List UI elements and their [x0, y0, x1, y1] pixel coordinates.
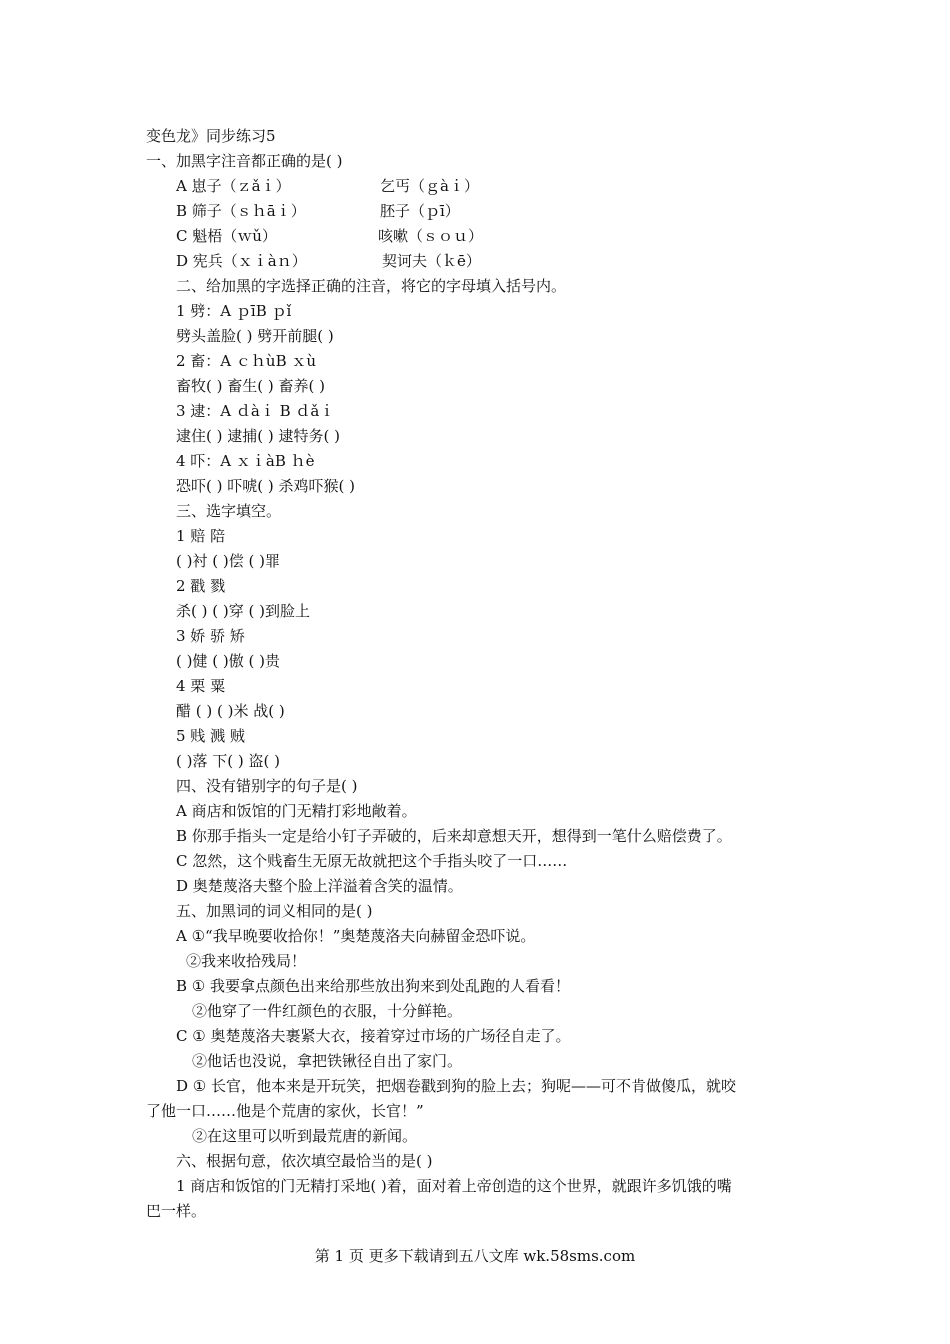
q5-option-c-1: C ① 奥楚蔑洛夫裹紧大衣，接着穿过市场的广场径自走了。 — [176, 1027, 571, 1045]
q5-option-a-2: ②我来收拾残局！ — [186, 952, 307, 970]
q4-option-b: B 你那手指头一定是给小钉子弄破的，后来却意想天开，想得到一笔什么赔偿费了。 — [176, 827, 732, 845]
q2-line: 3 逮：A ｄàｉ B ｄǎｉ — [176, 402, 335, 420]
q3-line: ( )落 下( ) 盗( ) — [176, 752, 280, 770]
q4-option-a: A 商店和饭馆的门无精打彩地敞着。 — [176, 802, 417, 820]
q3-line: 杀( ) ( )穿 ( )到脸上 — [176, 602, 310, 620]
q3-line: ( )健 ( )傲 ( )贵 — [176, 652, 280, 670]
q1-option-a: A 崽子（ｚǎｉ） — [176, 177, 291, 195]
q1-option-b-pair: 胚子（ｐī） — [380, 202, 460, 220]
q5-option-a-1: A ①“我早晚要收拾你！”奥楚蔑洛夫向赫留金恐吓说。 — [176, 927, 536, 945]
q2-line: 劈头盖脸( ) 劈开前腿( ) — [176, 327, 334, 345]
q5-option-d-1: D ① 长官，他本来是开玩笑，把烟卷戳到狗的脸上去；狗呢——可不肯做傻瓜，就咬 — [176, 1077, 737, 1095]
q5-option-c-2: ②他话也没说，拿把铁锹径自出了家门。 — [192, 1052, 463, 1070]
q2-line: 2 畜：A ｃｈùB ｘù — [176, 352, 317, 370]
question-6-heading: 六、根据句意，依次填空最恰当的是( ) — [176, 1152, 433, 1170]
q1-option-c: C 魁梧（ｗǔ） — [176, 227, 277, 245]
q2-line: 1 劈：A ｐīB ｐǐ — [176, 302, 292, 320]
q5-option-b-1: B ① 我要拿点颜色出来给那些放出狗来到处乱跑的人看看！ — [176, 977, 571, 995]
q3-line: ( )衬 ( )偿 ( )罪 — [176, 552, 280, 570]
q2-line: 逮住( ) 逮捕( ) 逮特务( ) — [176, 427, 340, 445]
q3-line: 2 戳 戮 — [176, 577, 226, 595]
q1-option-c-pair: 咳嗽（ｓｏｕ） — [378, 227, 484, 245]
q3-line: 1 赔 陪 — [176, 527, 226, 545]
q6-line-1: 1 商店和饭馆的门无精打采地( )着，面对着上帝创造的这个世界，就跟许多饥饿的嘴 — [176, 1177, 732, 1195]
q3-line: 5 贱 溅 贼 — [176, 727, 245, 745]
question-2-heading: 二、给加黑的字选择正确的注音，将它的字母填入括号内。 — [176, 277, 567, 295]
q3-line: 3 娇 骄 矫 — [176, 627, 245, 645]
q3-line: 4 栗 粟 — [176, 677, 226, 695]
question-5-heading: 五、加黑词的词义相同的是( ) — [176, 902, 373, 920]
q5-option-d-2: ②在这里可以听到最荒唐的新闻。 — [192, 1127, 418, 1145]
page-footer: 第 1 页 更多下载请到五八文库 wk.58sms.com — [314, 1247, 636, 1265]
q2-line: 畜牧( ) 畜生( ) 畜养( ) — [176, 377, 325, 395]
document-title: 变色龙》同步练习5 — [146, 127, 276, 145]
q1-option-a-pair: 乞丐（ｇàｉ） — [380, 177, 479, 195]
question-4-heading: 四、没有错别字的句子是( ) — [176, 777, 358, 795]
q1-option-b: B 筛子（ｓｈāｉ） — [176, 202, 306, 220]
q6-line-1-cont: 巴一样。 — [146, 1202, 207, 1220]
question-3-heading: 三、选字填空。 — [176, 502, 282, 520]
q1-option-d: D 宪兵（ｘｉàｎ） — [176, 252, 307, 270]
q5-option-d-1-cont: 了他一口……他是个荒唐的家伙，长官！” — [146, 1102, 424, 1120]
q2-line: 恐吓( ) 吓唬( ) 杀鸡吓猴( ) — [176, 477, 355, 495]
q1-option-d-pair: 契诃夫（ｋē） — [382, 252, 481, 270]
question-1-heading: 一、加黑字注音都正确的是( ) — [146, 152, 343, 170]
q5-option-b-2: ②他穿了一件红颜色的衣服，十分鲜艳。 — [192, 1002, 463, 1020]
q2-line: 4 吓：A ｘｉàB ｈè — [176, 452, 315, 470]
q4-option-c: C 忽然，这个贱畜生无原无故就把这个手指头咬了一口…… — [176, 852, 568, 870]
q3-line: 醋 ( ) ( )米 战( ) — [176, 702, 285, 720]
q4-option-d: D 奥楚蔑洛夫整个脸上洋溢着含笑的温情。 — [176, 877, 463, 895]
